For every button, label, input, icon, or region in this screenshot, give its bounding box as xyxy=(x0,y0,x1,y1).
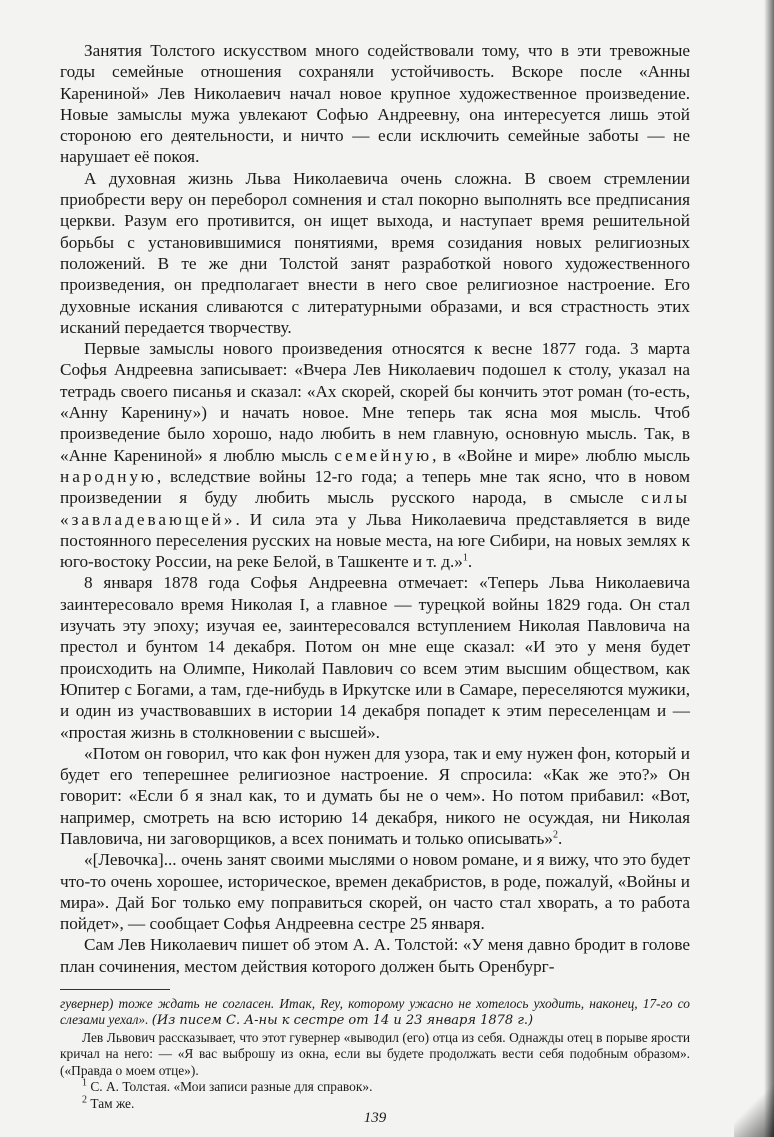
scan-corner-shadow xyxy=(734,1067,774,1137)
page-number: 139 xyxy=(363,1110,387,1126)
spaced-word-family: семейную xyxy=(334,445,433,465)
paragraph-3-text-d: . И сила эта у Льва Николаевича представляется в виде постоянного переселения русских на новые места, на юге Сибири, на новых землях к юго-востоку России, на реке Белой, в Ташкенте и т. д.» xyxy=(60,509,690,572)
paragraph-3-text-e: . xyxy=(467,552,473,572)
footnote-paragraph: Лев Львович рассказывает, что этот гувернер «выводил (его) отца из себя. Однажды отец в порыве ярости кричал на него: — «Я вас выброшу из окна, если вы будете продолжать вести себя подобным образом». («Правда о моем отце»). xyxy=(60,1029,690,1078)
footnote-divider xyxy=(60,989,170,990)
paragraph-3-text-b: , в «Войне и мире» люблю мысль xyxy=(432,445,691,465)
continuation-text-a: гувернер) тоже ждать не согласен. Итак, xyxy=(60,996,321,1012)
continuation-rey: Rey xyxy=(320,996,340,1012)
footnote-1-text: С. А. Толстая. «Мои записи разные для справок». xyxy=(90,1079,373,1095)
continuation-text-b: , которому ужасно не хотелось уходить, наконец, 17-го со слезами уехал». xyxy=(60,996,690,1028)
paragraph-7: Сам Лев Николаевич пишет об этом А. А. Толстой: «У меня давно бродит в голове план сочинения, местом действия которого должен быть Оренбург- xyxy=(60,935,690,976)
footnote-ref-1: 1 xyxy=(462,552,468,564)
paragraph-5-text-a: «Потом он говорил, что как фон нужен для узора, так и ему нужен фон, который и будет его теперешнее религиозное настроение. Я спросила: «Как же это?» Он говорит: «Если б я знал как, то и думать бы не о чем». Но потом прибавил: «Вот, например, смотреть на всю историю 14 декабря, никого не осуждая, ни Николая Павловича, ни заговорщиков, а всех понимать и только описывать» xyxy=(60,743,690,848)
paragraph-2: А духовная жизнь Льва Николаевича очень сложна. В своем стремлении приобрести веру он переборол сомнения и стал покорно выполнять все предписания церкви. Разум его противится, он ищет выхода, и наступает время решительной борьбы с установившимися понятиями, время созидания новых религиозных положений. В те же дни Толстой занят разработкой нового художественного произведения, он предполагает внести в него свое религиозное настроение. Его духовные искания сливаются с литературными образами, и вся страстность этих исканий передается творчеству. xyxy=(60,168,690,337)
paragraph-4: 8 января 1878 года Софья Андреевна отмечает: «Теперь Льва Николаевича заинтересовало время Николая I, а главное — турецкой войны 1829 года. Он стал изучать эту эпоху; изучая ее, заинтересовался вступлением Николая Павловича на престол и бунтом 14 декабря. Потом он мне еще сказал: «И это у меня будет происходить на Олимпе, Николай Павлович со всем этим высшим обществом, как Юпитер с Богами, а там, где-нибудь в Иркутске или в Самаре, переселяются мужики, и один из участвовавших в истории 14 декабря попадет к этим переселенцам и — «простая жизнь в столкновении с высшей». xyxy=(60,573,690,742)
footnote-1-number: 1 xyxy=(82,1077,87,1089)
footnote-2-number: 2 xyxy=(82,1094,87,1106)
main-text xyxy=(60,40,690,977)
footnote-2-text: Там же. xyxy=(90,1095,135,1111)
paragraph-5 xyxy=(60,743,690,849)
footnote-ref-2: 2 xyxy=(552,829,558,841)
scan-edge-shadow xyxy=(764,0,774,1137)
footnotes xyxy=(60,996,690,1112)
spaced-word-force: силы «завладевающей» xyxy=(60,488,690,529)
paragraph-3 xyxy=(60,338,690,572)
footnote-1 xyxy=(60,1079,690,1095)
paragraph-6: «[Левочка]... очень занят своими мыслями о новом романе, и я вижу, что это будет что-то очень хорошее, историческое, времен декабристов, в роде, пожалуй, «Войны и мира». Дай Бог только ему поправиться скорей, он часто стал хворать, а то работа пойдет», — сообщает Софья Андреевна сестре 25 января. xyxy=(60,850,690,934)
paragraph-5-text-b: . xyxy=(557,828,563,848)
paragraph-3-text-c: , вследствие войны 12-го года; а теперь мне так ясно, что в новом произведении я буду любить мысль русского народа, в смысле xyxy=(60,466,690,508)
handwritten-source-note: (Из писем С. А-ны к сестре от 14 и 23 января 1878 г.) xyxy=(151,1013,534,1029)
paragraph-1: Занятия Толстого искусством много содействовали тому, что в эти тревожные годы семейные отношения сохраняли устойчивость. Вскоре после «Анны Карениной» Лев Николаевич начал новое крупное художественное произведение. Новые замыслы мужа увлекают Софью Андреевну, она интересуется лишь этой стороною его деятельности, и ничто — если исключить семейные заботы — не нарушает её покоя. xyxy=(60,41,690,167)
spaced-word-people: народную xyxy=(60,466,157,486)
paragraph-3-text-a: Первые замыслы нового произведения относятся к весне 1877 года. 3 марта Софья Андреевна записывает: «Вчера Лев Николаевич подошел к столу, указал на тетрадь своего писанья и сказал: «Ах скорей, скорей бы кончить этот роман (то-есть, «Анну Каренину») и начать новое. Мне теперь так ясна моя мысль. Чтоб произведение было хорошо, надо любить в нем главную, основную мысль. Так, в «Анне Карениной» я люблю мысль xyxy=(60,339,690,465)
book-page xyxy=(60,40,691,1126)
footnote-continuation xyxy=(60,996,690,1030)
